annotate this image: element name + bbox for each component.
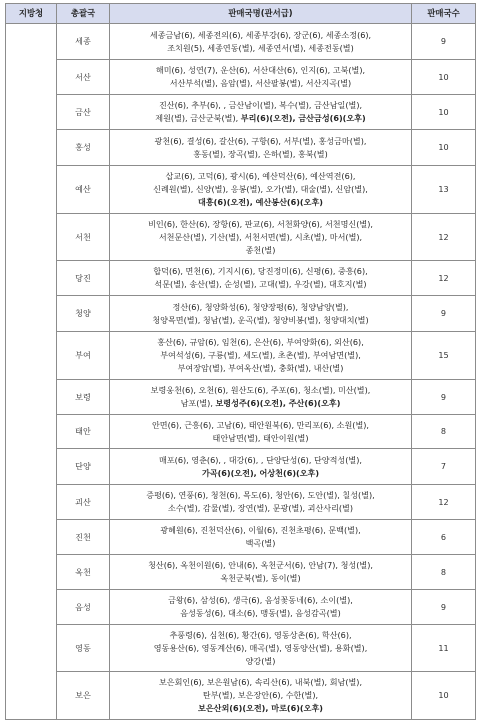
table-row [6, 415, 476, 449]
header-office: 총괄국 [57, 4, 110, 24]
store-count-cell: 12 [412, 214, 476, 261]
store-list-cell [110, 672, 412, 720]
store-count-cell: 10 [412, 60, 476, 95]
table-row [6, 485, 476, 520]
store-list-line: 양강(별) [245, 655, 276, 666]
store-list-line: 조치원(5), 세종연동(별), 세종연서(별), 세종전동(별) [167, 42, 354, 53]
table-row [6, 24, 476, 60]
table-row [6, 590, 476, 625]
header-count: 판매국수 [412, 4, 476, 24]
office-name-cell: 단양 [57, 449, 110, 485]
table-row [6, 60, 476, 95]
office-name-cell: 홍성 [57, 130, 110, 166]
store-list-cell [110, 214, 412, 261]
office-name-cell: 예산 [57, 166, 110, 214]
store-list-line: 옥천군북(별), 동이(별) [220, 573, 301, 583]
table-row [6, 672, 476, 720]
store-list-line: 비인(6), 한산(6), 장항(6), 판교(6), 서천화양(6), 서천명신(별), [148, 218, 373, 229]
store-count-cell: 9 [412, 296, 476, 332]
table-row [6, 214, 476, 261]
store-list-line: 부여석성(6), 구룡(별), 세도(별), 초촌(별), 부여남면(별), [160, 350, 361, 360]
store-count-cell: 9 [412, 24, 476, 60]
store-list-line: 부여장암(별), 부여옥산(별), 충화(별), 내산(별) [177, 363, 344, 373]
post-office-sales-table [5, 3, 476, 720]
office-name-cell: 서산 [57, 60, 110, 95]
store-list-cell [110, 60, 412, 95]
store-list-cell [110, 625, 412, 672]
store-list-line: 태안남면(별), 태안이원(별) [212, 432, 309, 443]
store-count-cell: 8 [412, 555, 476, 590]
store-list-line: 석문(별), 송산(별), 순성(별), 고대(별), 우강(별), 대호지(별) [154, 279, 367, 289]
store-list-line: 음성동성(6), 대소(6), 맹동(별), 음성감곡(별) [180, 608, 341, 618]
store-list-highlight-part: 보령성주(6)(오전), 주산(6)(오후) [215, 398, 341, 408]
office-name-cell: 금산 [57, 95, 110, 130]
header-region: 지방청 [6, 4, 57, 24]
store-list-line: 금왕(6), 삼성(6), 생극(6), 음성꽃동네(6), 소이(별), [168, 595, 353, 605]
office-name-cell: 부여 [57, 332, 110, 380]
store-list-line: 안면(6), 근흥(6), 고남(6), 태안원북(6), 만리포(6), 소원(별), [151, 419, 370, 430]
store-list-cell [110, 130, 412, 166]
table-row [6, 130, 476, 166]
store-count-cell: 8 [412, 415, 476, 449]
office-name-cell: 괴산 [57, 485, 110, 520]
header-stores: 판매국명(관서급) [110, 4, 412, 24]
post-office-table-container [5, 3, 475, 720]
store-list-line: 홍동(별), 장곡(별), 은하(별), 홍북(별) [193, 148, 328, 159]
store-list-line: 삽교(6), 고덕(6), 광시(6), 예산덕산(6), 예산역전(6), [165, 171, 356, 181]
office-name-cell: 서천 [57, 214, 110, 261]
store-list-line: 청양목면(별), 청남(별), 운곡(별), 청양비봉(별), 청양대치(별) [152, 314, 369, 325]
store-list-line: 소수(별), 감물(별), 장연(별), 문광(별), 괴산사리(별) [167, 503, 354, 513]
store-list-line: 광천(6), 결성(6), 갈산(6), 구항(6), 서부(별), 홍성금마(별), [154, 135, 367, 146]
office-name-cell: 영동 [57, 625, 110, 672]
table-row [6, 261, 476, 296]
table-row [6, 625, 476, 672]
store-list-cell [110, 24, 412, 60]
store-list-line: 매포(6), 영춘(6), , 대강(6), , 단양단성(6), 단양적성(별), [159, 454, 362, 465]
office-name-cell: 음성 [57, 590, 110, 625]
office-name-cell: 당진 [57, 261, 110, 296]
store-count-cell: 10 [412, 672, 476, 720]
store-list-cell [110, 95, 412, 130]
store-list-cell [110, 332, 412, 380]
store-list-line: 광혜원(6), 진천덕산(6), 이월(6), 진천초평(6), 문백(별), [160, 525, 361, 535]
store-list-cell [110, 555, 412, 590]
store-list-line: 종천(별) [245, 244, 276, 255]
store-count-cell: 12 [412, 485, 476, 520]
store-list-line: 청산(6), 옥천이원(6), 안내(6), 옥천군서(6), 안남(7), 청성(별), [148, 560, 373, 570]
store-list-cell [110, 520, 412, 555]
table-row [6, 555, 476, 590]
store-list-cell [110, 380, 412, 415]
region-cell [6, 24, 57, 720]
store-list-cell [110, 415, 412, 449]
store-list-line: 대흥(6)(오전), 예산봉산(6)(오후) [198, 197, 323, 207]
store-count-cell: 7 [412, 449, 476, 485]
table-row [6, 380, 476, 415]
store-list-line: 합덕(6), 면천(6), 기지시(6), 당진정미(6), 신평(6), 중흥(6), [153, 266, 368, 276]
store-list-line: 백곡(별) [245, 538, 276, 548]
store-list-line: 서천문산(별), 기산(별), 서천서면(별), 시초(별), 마서(별), [158, 231, 363, 242]
store-list-cell [110, 485, 412, 520]
store-list-cell [110, 296, 412, 332]
store-list-plain-part: 남포(별), [180, 398, 216, 408]
store-list-line: 정산(6), 청양화성(6), 청양장평(6), 청양남양(별), [172, 301, 349, 312]
store-list-line: 세종금남(6), 세종전의(6), 세종부강(6), 장군(6), 세종소정(6), [149, 29, 372, 40]
store-list-plain-part: 제원(별), 금산군북(별), [155, 113, 241, 123]
store-list-line: 해미(6), 성연(7), 운산(6), 서산대산(6), 인지(6), 고북(별), [155, 65, 366, 75]
office-name-cell: 옥천 [57, 555, 110, 590]
office-name-cell: 보령 [57, 380, 110, 415]
store-count-cell: 9 [412, 590, 476, 625]
table-row [6, 95, 476, 130]
office-name-cell: 세종 [57, 24, 110, 60]
table-body [6, 24, 476, 720]
store-list-line: 보은회인(6), 보은원남(6), 속리산(6), 내북(별), 회남(별), [158, 677, 363, 687]
store-list-line: 가곡(6)(오전), 어상천(6)(오후) [201, 467, 320, 478]
store-list-highlight-part: 부리(6)(오전), 금산금성(6)(오후) [240, 113, 366, 123]
store-count-cell: 6 [412, 520, 476, 555]
store-list-line: 서산부석(별), 음암(별), 서산팔봉(별), 서산지곡(별) [169, 78, 352, 88]
store-list-line [112, 112, 409, 125]
store-list-line: 신례원(별), 신양(별), 응봉(별), 오가(별), 대술(별), 신암(별), [153, 184, 368, 194]
store-list-line: 보은산외(6)(오전), 마로(6)(오후) [198, 703, 323, 713]
store-list-line: 영동용산(6), 영동계산(6), 매곡(별), 영동양산(별), 용화(별), [153, 642, 368, 653]
store-list-line: 추풍령(6), 심천(6), 황간(6), 영동상촌(6), 학산(6), [169, 629, 352, 640]
store-list-line [112, 397, 409, 410]
store-list-cell [110, 449, 412, 485]
store-list-line: 탄부(별), 보은장안(6), 수한(별), [202, 690, 319, 700]
store-list-cell [110, 166, 412, 214]
office-name-cell: 진천 [57, 520, 110, 555]
store-count-cell: 11 [412, 625, 476, 672]
store-list-line: 보령웅천(6), 오천(6), 원산도(6), 주포(6), 청소(별), 미산(별), [150, 385, 371, 395]
store-list-line: 진산(6), 추부(6), , 금산남이(별), 복수(별), 금산남일(별), [158, 100, 363, 110]
office-name-cell: 보은 [57, 672, 110, 720]
store-list-line: 증평(6), 연풍(6), 청천(6), 목도(6), 청안(6), 도안(별), 칠성(별), [146, 490, 375, 500]
store-count-cell: 10 [412, 130, 476, 166]
store-list-cell [110, 590, 412, 625]
store-list-cell [110, 261, 412, 296]
table-row [6, 296, 476, 332]
store-count-cell: 12 [412, 261, 476, 296]
table-row [6, 166, 476, 214]
store-count-cell: 9 [412, 380, 476, 415]
table-row [6, 332, 476, 380]
office-name-cell: 청양 [57, 296, 110, 332]
table-header-row [6, 4, 476, 24]
store-count-cell: 10 [412, 95, 476, 130]
office-name-cell: 태안 [57, 415, 110, 449]
store-list-line: 홍산(6), 규암(6), 임천(6), 은산(6), 부여양화(6), 외산(6), [157, 337, 364, 347]
table-row [6, 449, 476, 485]
table-row [6, 520, 476, 555]
store-count-cell: 15 [412, 332, 476, 380]
store-count-cell: 13 [412, 166, 476, 214]
